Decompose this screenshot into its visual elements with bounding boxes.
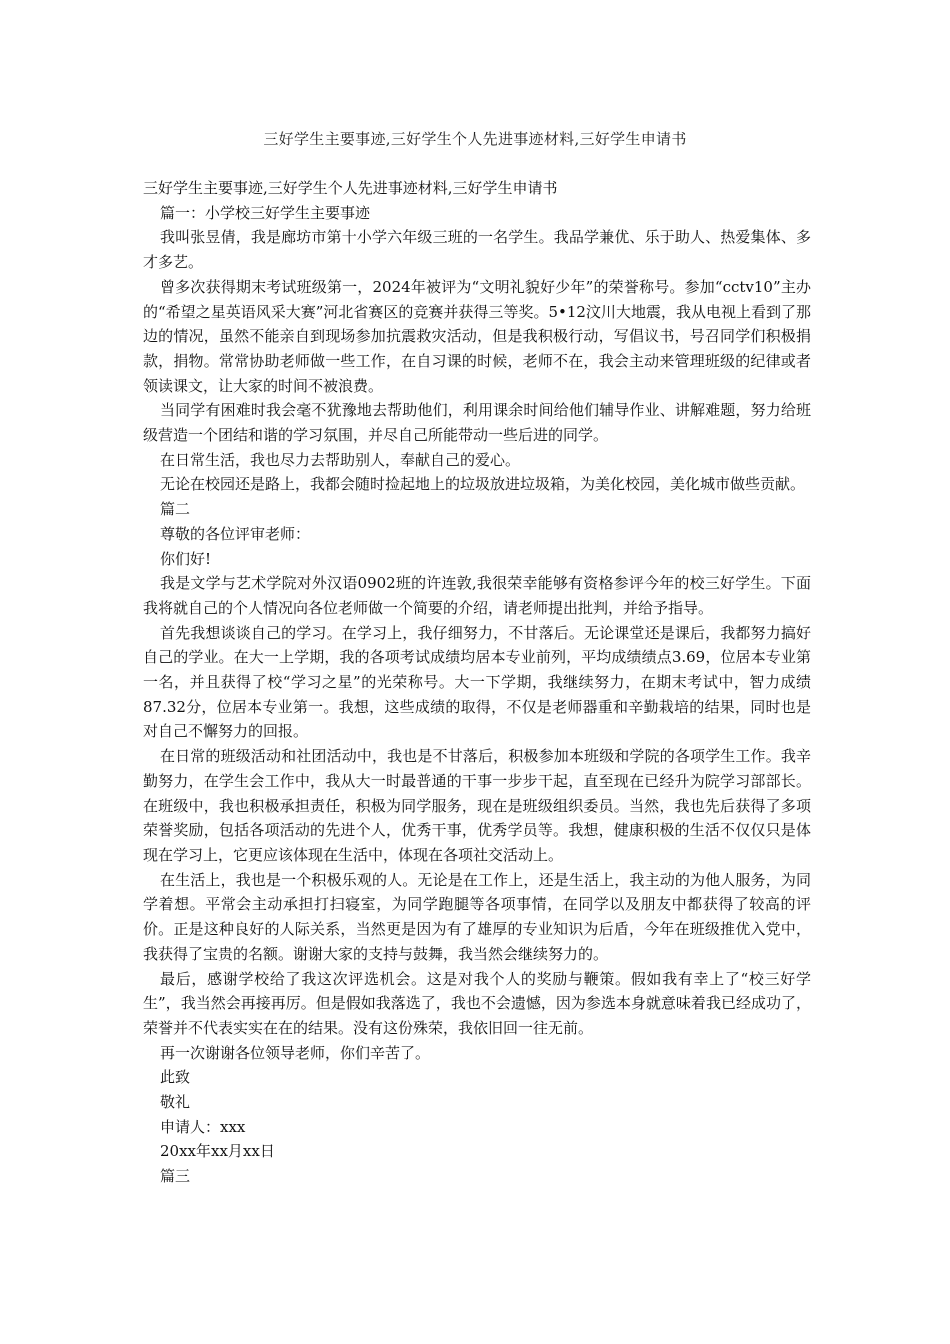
paragraph: 无论在校园还是路上，我都会随时捡起地上的垃圾放进垃圾箱，为美化校园，美化城市做些贡献。 (160, 475, 806, 494)
section-heading-2: 篇二 (160, 500, 191, 519)
closing: 此致 (160, 1068, 191, 1087)
paragraph: 曾多次获得期末考试班级第一，2024年被评为“文明礼貌好少年”的荣誉称号。参加“cctv10”主办的“希望之星英语风采大赛”河北省赛区的竞赛并获得三等奖。5•12汶川大地震，我从电视上看到了那边的情况，虽然不能亲自到现场参加抗震救灾活动，但是我积极行动，写倡议书，号召同学们积极捐款，捐物。常常协助老师做一些工作，在自习课的时候，老师不在，我会主动来管理班级的纪律或者领读课文，让大家的时间不被浪费。 (143, 277, 811, 395)
closing: 敬礼 (160, 1093, 191, 1112)
paragraph: 当同学有困难时我会毫不犹豫地去帮助他们，利用课余时间给他们辅导作业、讲解难题，努力给班级营造一个团结和谐的学习氛围，并尽自己所能带动一些后进的同学。 (143, 401, 811, 445)
paragraph: 再一次谢谢各位领导老师，你们辛苦了。 (160, 1043, 431, 1062)
section-heading-3: 篇三 (160, 1167, 191, 1186)
date: 20xx年xx月xx日 (160, 1142, 275, 1161)
paragraph: 首先我想谈谈自己的学习。在学习上，我仔细努力，不甘落后。无论课堂还是课后，我都努力搞好自己的学业。在大一上学期，我的各项考试成绩均居本专业前列，平均成绩绩点3.69，位居本专业第一名，并且获得了校“学习之星”的光荣称号。大一下学期，我继续努力，在期末考试中，智力成绩87.32分，位居本专业第一。我想，这些成绩的取得，不仅是老师器重和辛勤栽培的结果，同时也是对自己不懈努力的回报。 (143, 623, 811, 741)
body-heading: 三好学生主要事迹,三好学生个人先进事迹材料,三好学生申请书 (143, 179, 558, 197)
paragraph: 在日常生活，我也尽力去帮助别人，奉献自己的爱心。 (160, 450, 521, 469)
paragraph: 我叫张昱倩，我是廊坊市第十小学六年级三班的一名学生。我品学兼优、乐于助人、热爱集体、多才多艺。 (143, 228, 811, 272)
paragraph: 最后，感谢学校给了我这次评选机会。这是对我个人的奖励与鞭策。假如我有幸上了“校三好学生”，我当然会再接再厉。但是假如我落选了，我也不会遗憾，因为参选本身就意味着我已经成功了，荣誉并不代表实实在在的结果。没有这份殊荣，我依旧回一往无前。 (143, 969, 811, 1037)
applicant: 申请人：xxx (160, 1117, 246, 1136)
paragraph: 在生活上，我也是一个积极乐观的人。无论是在工作上，还是生活上，我主动的为他人服务，为同学着想。平常会主动承担打扫寝室，为同学跑腿等各项事情，在同学以及朋友中都获得了较高的评价。正是这种良好的人际关系，当然更是因为有了雄厚的专业知识为后盾，今年在班级推优入党中，我获得了宝贵的名额。谢谢大家的支持与鼓舞，我当然会继续努力的。 (143, 870, 811, 963)
paragraph: 在日常的班级活动和社团活动中，我也是不甘落后，积极参加本班级和学院的各项学生工作。我辛勤努力，在学生会工作中，我从大一时最普通的干事一步步干起，直至现在已经升为院学习部部长。在班级中，我也积极承担责任，积极为同学服务，现在是班级组织委员。当然，我也先后获得了多项荣誉奖励，包括各项活动的先进个人，优秀干事，优秀学员等。我想，健康积极的生活不仅仅只是体现在学习上，它更应该体现在生活中，体现在各项社交活动上。 (143, 747, 811, 864)
paragraph: 我是文学与艺术学院对外汉语0902班的许连敦,我很荣幸能够有资格参评今年的校三好学生。下面我将就自己的个人情况向各位老师做一个简要的介绍，请老师提出批判，并给予指导。 (143, 574, 811, 617)
greeting: 你们好! (160, 549, 212, 568)
section-heading-1: 篇一：小学校三好学生主要事迹 (160, 203, 371, 222)
salutation: 尊敬的各位评审老师： (160, 524, 311, 543)
document-body (143, 176, 811, 1189)
document-title: 三好学生主要事迹,三好学生个人先进事迹材料,三好学生申请书 (263, 130, 687, 148)
